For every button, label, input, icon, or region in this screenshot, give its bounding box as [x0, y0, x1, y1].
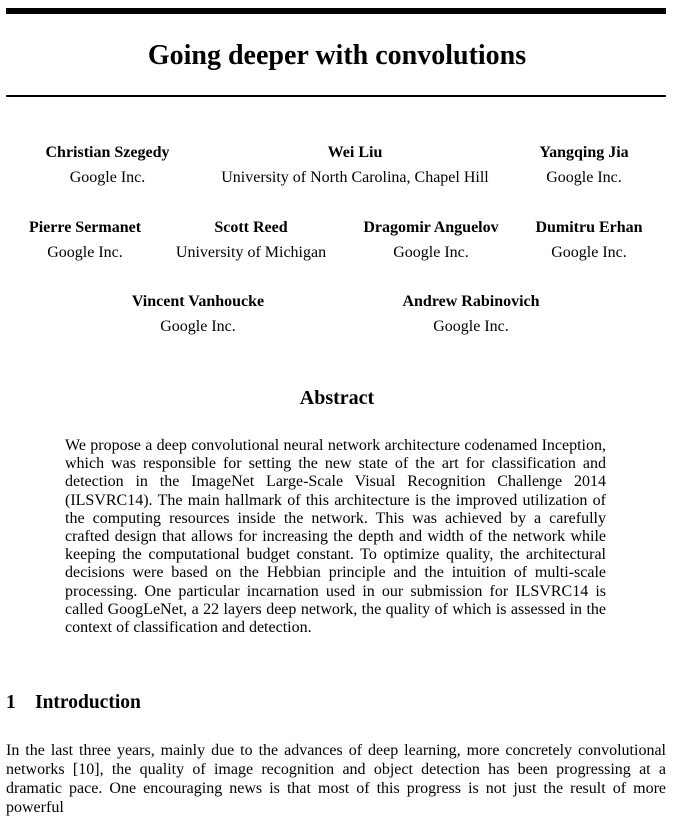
author-affiliation: Google Inc.	[69, 169, 146, 186]
author-name: Yangqing Jia	[539, 144, 629, 161]
author-block	[10, 218, 160, 263]
author-name: Vincent Vanhoucke	[131, 293, 265, 310]
author-block	[205, 143, 505, 188]
author-affiliation: Google Inc.	[393, 244, 469, 261]
author-name: Wei Liu	[327, 144, 383, 161]
introduction-text: In the last three years, mainly due to the advances of deep learning, more concretely convolutional networks [10], the quality of image recognition and object detection has been progressing at a dramatic pace. One encouraging news is that most of this progress is not just the result of more powerful	[6, 742, 666, 816]
author-block	[166, 218, 336, 263]
author-affiliation: Google Inc.	[551, 244, 627, 261]
author-name: Scott Reed	[214, 219, 288, 236]
author-affiliation: University of Michigan	[175, 244, 327, 261]
author-name: Pierre Sermanet	[28, 219, 142, 236]
author-block	[514, 143, 654, 188]
author-affiliation: Google Inc.	[433, 318, 509, 335]
author-block	[350, 218, 512, 263]
author-name: Christian Szegedy	[45, 144, 170, 161]
author-affiliation: Google Inc.	[47, 244, 123, 261]
author-affiliation: University of North Carolina, Chapel Hill	[221, 169, 489, 186]
author-affiliation: Google Inc.	[546, 169, 622, 186]
abstract-text: We propose a deep convolutional neural network architecture codenamed Inception, which was responsible for setting the new state of the art for classification and detection in the ImageNet Large-Scale Visual Recognition Challenge 2014 (ILSVRC14). The main hallmark of this architecture is the improved utilization of the computing resources inside the network. This was achieved by a carefully crafted design that allows for increasing the depth and width of the network while keeping the computational budget constant. To optimize quality, the architectural decisions were based on the Hebbian principle and the intuition of multi-scale processing. One particular incarnation used in our submission for ILSVRC14 is called GoogLeNet, a 22 layers deep network, the quality of which is assessed in the context of classification and detection.	[65, 437, 606, 637]
section-number: 1	[6, 692, 16, 713]
author-name: Andrew Rabinovich	[402, 293, 540, 310]
author-name: Dumitru Erhan	[535, 219, 643, 236]
title-bottom-rule	[6, 95, 666, 97]
author-name: Dragomir Anguelov	[363, 219, 499, 236]
author-block	[520, 218, 658, 263]
author-affiliation: Google Inc.	[160, 318, 236, 335]
section-heading	[6, 690, 141, 716]
paper-title: Going deeper with convolutions	[147, 40, 527, 71]
title-top-rule	[6, 8, 666, 14]
abstract-heading: Abstract	[299, 387, 375, 409]
section-title: Introduction	[35, 692, 141, 713]
author-block	[112, 292, 284, 337]
author-block	[385, 292, 557, 337]
author-block	[20, 143, 195, 188]
